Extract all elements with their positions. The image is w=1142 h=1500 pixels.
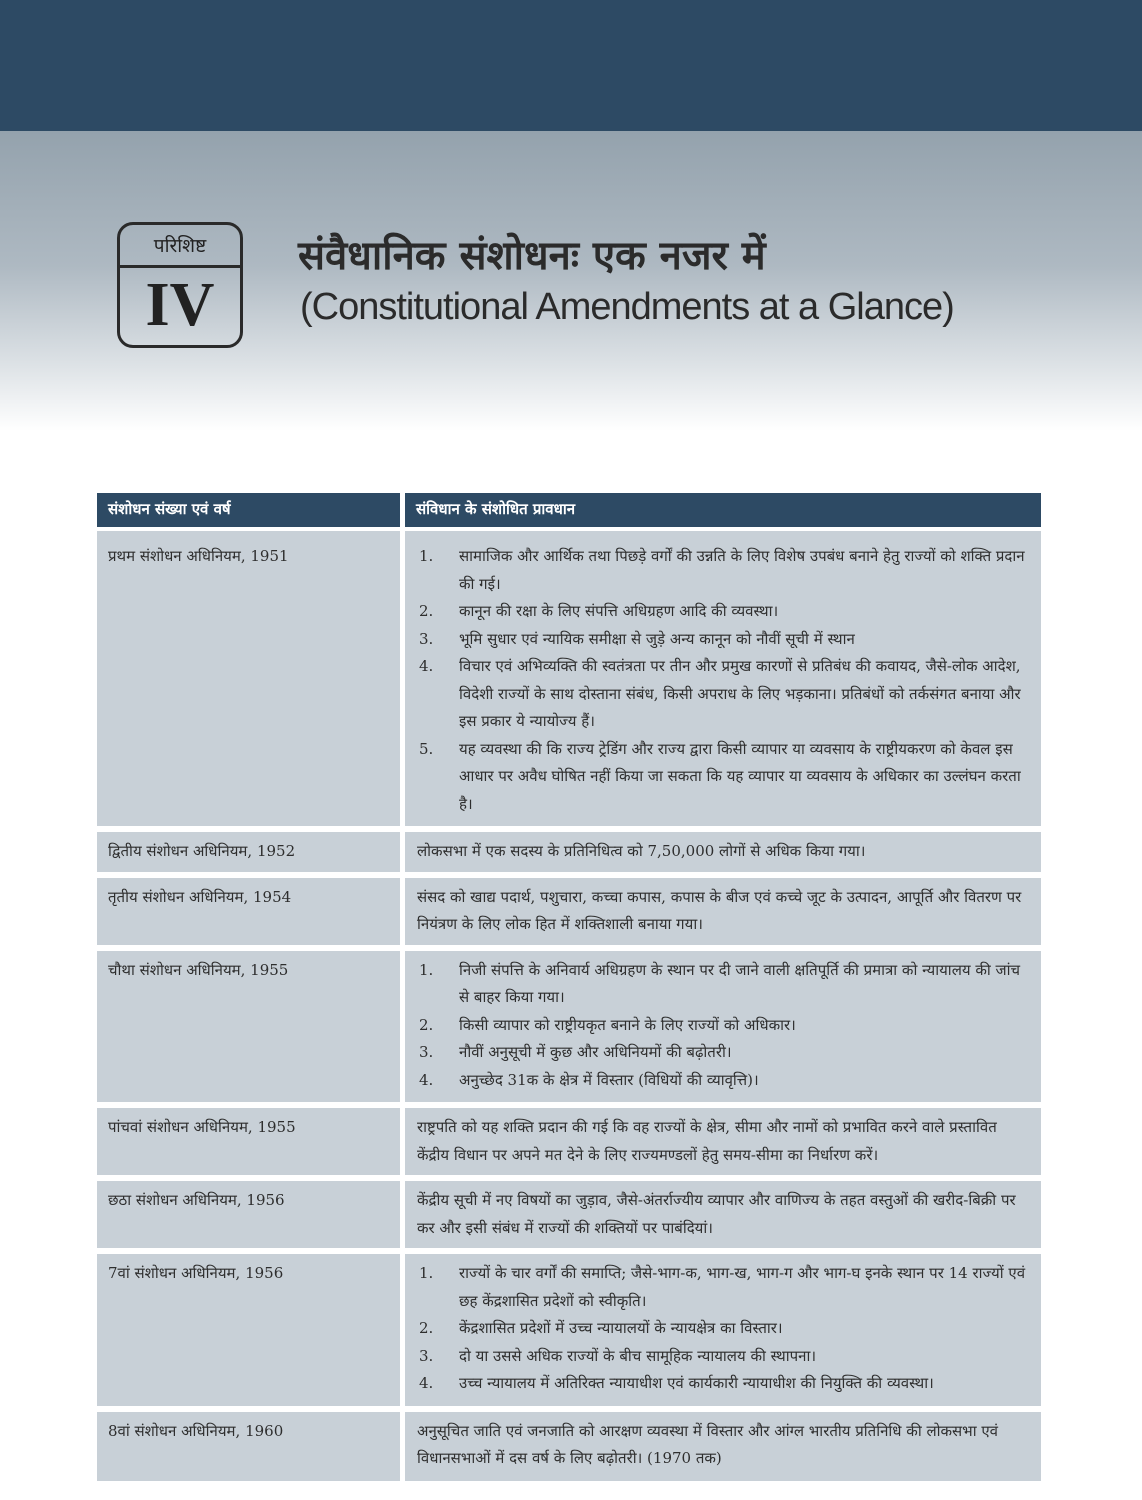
amendment-name: तृतीय संशोधन अधिनियम, 1954: [97, 878, 400, 945]
list-item: [417, 1343, 1029, 1371]
list-item: [417, 736, 1029, 819]
provision-text: केंद्रीय सूची में नए विषयों का जुड़ाव, जैसे-अंतर्राज्यीय व्यापार और वाणिज्य के तहत वस्तुओं की खरीद-बिक्री पर कर और इसी संबंध में राज्यों की शक्तियों पर पाबंदियां।: [417, 1191, 1016, 1237]
amendment-name: 8वां संशोधन अधिनियम, 1960: [97, 1412, 400, 1481]
table-row: [97, 1254, 1041, 1406]
provision-text: लोकसभा में एक सदस्य के प्रतिनिधित्व को 7,50,000 लोगों से अधिक किया गया।: [417, 842, 866, 860]
list-item-number: 1.: [419, 1264, 434, 1282]
list-item-number: 3.: [419, 1346, 434, 1365]
list-item-number: 2.: [419, 1319, 434, 1337]
list-item-text: निजी संपत्ति के अनिवार्य अधिग्रहण के स्थान पर दी जाने वाली क्षतिपूर्ति की प्रमात्रा को न्यायालय की जांच से बाहर किया गया।: [459, 960, 1021, 1006]
page-title-hindi: संवैधानिक संशोधनः एक नजर में: [298, 233, 766, 279]
provision-text: अनुसूचित जाति एवं जनजाति को आरक्षण व्यवस्था में विस्तार और आंग्ल भारतीय प्रतिनिधि की लोकसभा एवं विधानसभाओं में दस वर्ष के लिए बढ़ोतरी। (1970 तक): [417, 1421, 999, 1467]
list-item: [417, 1067, 1029, 1095]
table-row: [97, 951, 1041, 1103]
amendments-table: [97, 493, 1041, 1487]
table-row: [97, 832, 1041, 872]
list-item-text: विचार एवं अभिव्यक्ति की स्वतंत्रता पर तीन और प्रमुख कारणों से प्रतिबंध की कवायद, जैसे-लोक आदेश, विदेशी राज्यों के साथ दोस्ताना संबंध, किसी अपराध के लिए भड़काना। प्रतिबंधों को तर्कसंगत बनाया और इस प्रकार ये न्यायोज्य हैं।: [459, 657, 1021, 730]
list-item-text: सामाजिक और आर्थिक तथा पिछड़े वर्गों की उन्नति के लिए विशेष उपबंध बनाने हेतु राज्यों को शक्ति प्रदान की गई।: [459, 547, 1025, 593]
table-header-row: [97, 493, 1041, 527]
amendment-provisions: [405, 531, 1041, 826]
list-item: [417, 1012, 1029, 1040]
list-item-number: 1.: [419, 960, 434, 979]
list-item-number: 4.: [419, 657, 434, 675]
table-row: [97, 531, 1041, 826]
list-item-number: 1.: [419, 547, 434, 565]
list-item: [417, 598, 1029, 626]
amendment-provisions: [405, 1254, 1041, 1406]
list-item: [417, 1315, 1029, 1343]
list-item-text: भूमि सुधार एवं न्यायिक समीक्षा से जुड़े अन्य कानून को नौवीं सूची में स्थान: [459, 629, 855, 648]
table-row: [97, 1108, 1041, 1175]
list-item: [417, 1370, 1029, 1398]
amendment-provisions: [405, 951, 1041, 1103]
amendment-name: चौथा संशोधन अधिनियम, 1955: [97, 951, 400, 1103]
list-item: [417, 626, 1029, 654]
list-item-text: किसी व्यापार को राष्ट्रीयकृत बनाने के लिए राज्यों को अधिकार।: [459, 1015, 796, 1034]
amendment-name: द्वितीय संशोधन अधिनियम, 1952: [97, 832, 400, 872]
list-item-text: राज्यों के चार वर्गों की समाप्ति; जैसे-भाग-क, भाग-ख, भाग-ग और भाग-घ इनके स्थान पर 14 राज्यों एवं छह केंद्रशासित प्रदेशों को स्वीकृति।: [459, 1264, 1026, 1310]
page-title-english: (Constitutional Amendments at a Glance): [300, 286, 954, 328]
list-item: [417, 957, 1029, 1012]
amendment-name: प्रथम संशोधन अधिनियम, 1951: [97, 531, 400, 826]
col-header-amendment: संशोधन संख्या एवं वर्ष: [97, 493, 400, 527]
provision-text: राष्ट्रपति को यह शक्ति प्रदान की गई कि वह राज्यों के क्षेत्र, सीमा और नामों को प्रभावित करने वाले प्रस्तावित केंद्रीय विधान पर अपने मत देने के लिए राज्यमण्डलों हेतु समय-सीमा का निर्धारण करें।: [417, 1118, 997, 1164]
list-item-number: 2.: [419, 602, 434, 620]
amendment-provisions: [405, 878, 1041, 945]
amendment-provisions: [405, 832, 1041, 872]
list-item: [417, 1039, 1029, 1067]
appendix-badge-number: IV: [145, 270, 215, 339]
list-item-number: 3.: [419, 1043, 434, 1061]
list-item: [417, 543, 1029, 598]
table-row: [97, 1412, 1041, 1481]
table-row: [97, 1181, 1041, 1248]
list-item-number: 4.: [419, 1070, 434, 1089]
table-row: [97, 878, 1041, 945]
col-header-provisions: संविधान के संशोधित प्रावधान: [405, 493, 1041, 527]
list-item: [417, 1260, 1029, 1315]
list-item-text: दो या उससे अधिक राज्यों के बीच सामूहिक न्यायालय की स्थापना।: [459, 1346, 817, 1365]
table-body: [97, 531, 1041, 1481]
list-item-number: 4.: [419, 1374, 434, 1392]
list-item-text: नौवीं अनुसूची में कुछ और अधिनियमों की बढ़ोतरी।: [459, 1043, 732, 1061]
appendix-badge: [117, 222, 243, 348]
provision-text: संसद को खाद्य पदार्थ, पशुचारा, कच्चा कपास, कपास के बीज एवं कच्चे जूट के उत्पादन, आपूर्ति और वितरण पर नियंत्रण के लिए लोक हित में शक्तिशाली बनाया गया।: [417, 887, 1022, 933]
list-item-number: 3.: [419, 629, 434, 648]
list-item-text: अनुच्छेद 31क के क्षेत्र में विस्तार (विधियों की व्यावृत्ति)।: [459, 1070, 759, 1089]
amendment-provisions: [405, 1412, 1041, 1481]
list-item-text: यह व्यवस्था की कि राज्य ट्रेडिंग और राज्य द्वारा किसी व्यापार या व्यवसाय के राष्ट्रीयकरण को केवल इस आधार पर अवैध घोषित नहीं किया जा सकता कि यह व्यापार या व्यवसाय के अधिकार का उल्लंघन करता है।: [459, 739, 1021, 813]
top-banner: [0, 0, 1142, 131]
amendment-provisions: [405, 1108, 1041, 1175]
list-item-number: 5.: [419, 739, 434, 758]
list-item: [417, 653, 1029, 736]
amendment-name: 7वां संशोधन अधिनियम, 1956: [97, 1254, 400, 1406]
list-item-number: 2.: [419, 1015, 434, 1034]
amendment-name: छठा संशोधन अधिनियम, 1956: [97, 1181, 400, 1248]
appendix-badge-label: परिशिष्ट: [120, 225, 240, 268]
list-item-text: कानून की रक्षा के लिए संपत्ति अधिग्रहण आदि की व्यवस्था।: [459, 602, 779, 620]
amendment-provisions: [405, 1181, 1041, 1248]
list-item-text: उच्च न्यायालय में अतिरिक्त न्यायाधीश एवं कार्यकारी न्यायाधीश की नियुक्ति की व्यवस्था।: [459, 1374, 934, 1392]
list-item-text: केंद्रशासित प्रदेशों में उच्च न्यायालयों के न्यायक्षेत्र का विस्तार।: [459, 1319, 783, 1337]
amendment-name: पांचवां संशोधन अधिनियम, 1955: [97, 1108, 400, 1175]
